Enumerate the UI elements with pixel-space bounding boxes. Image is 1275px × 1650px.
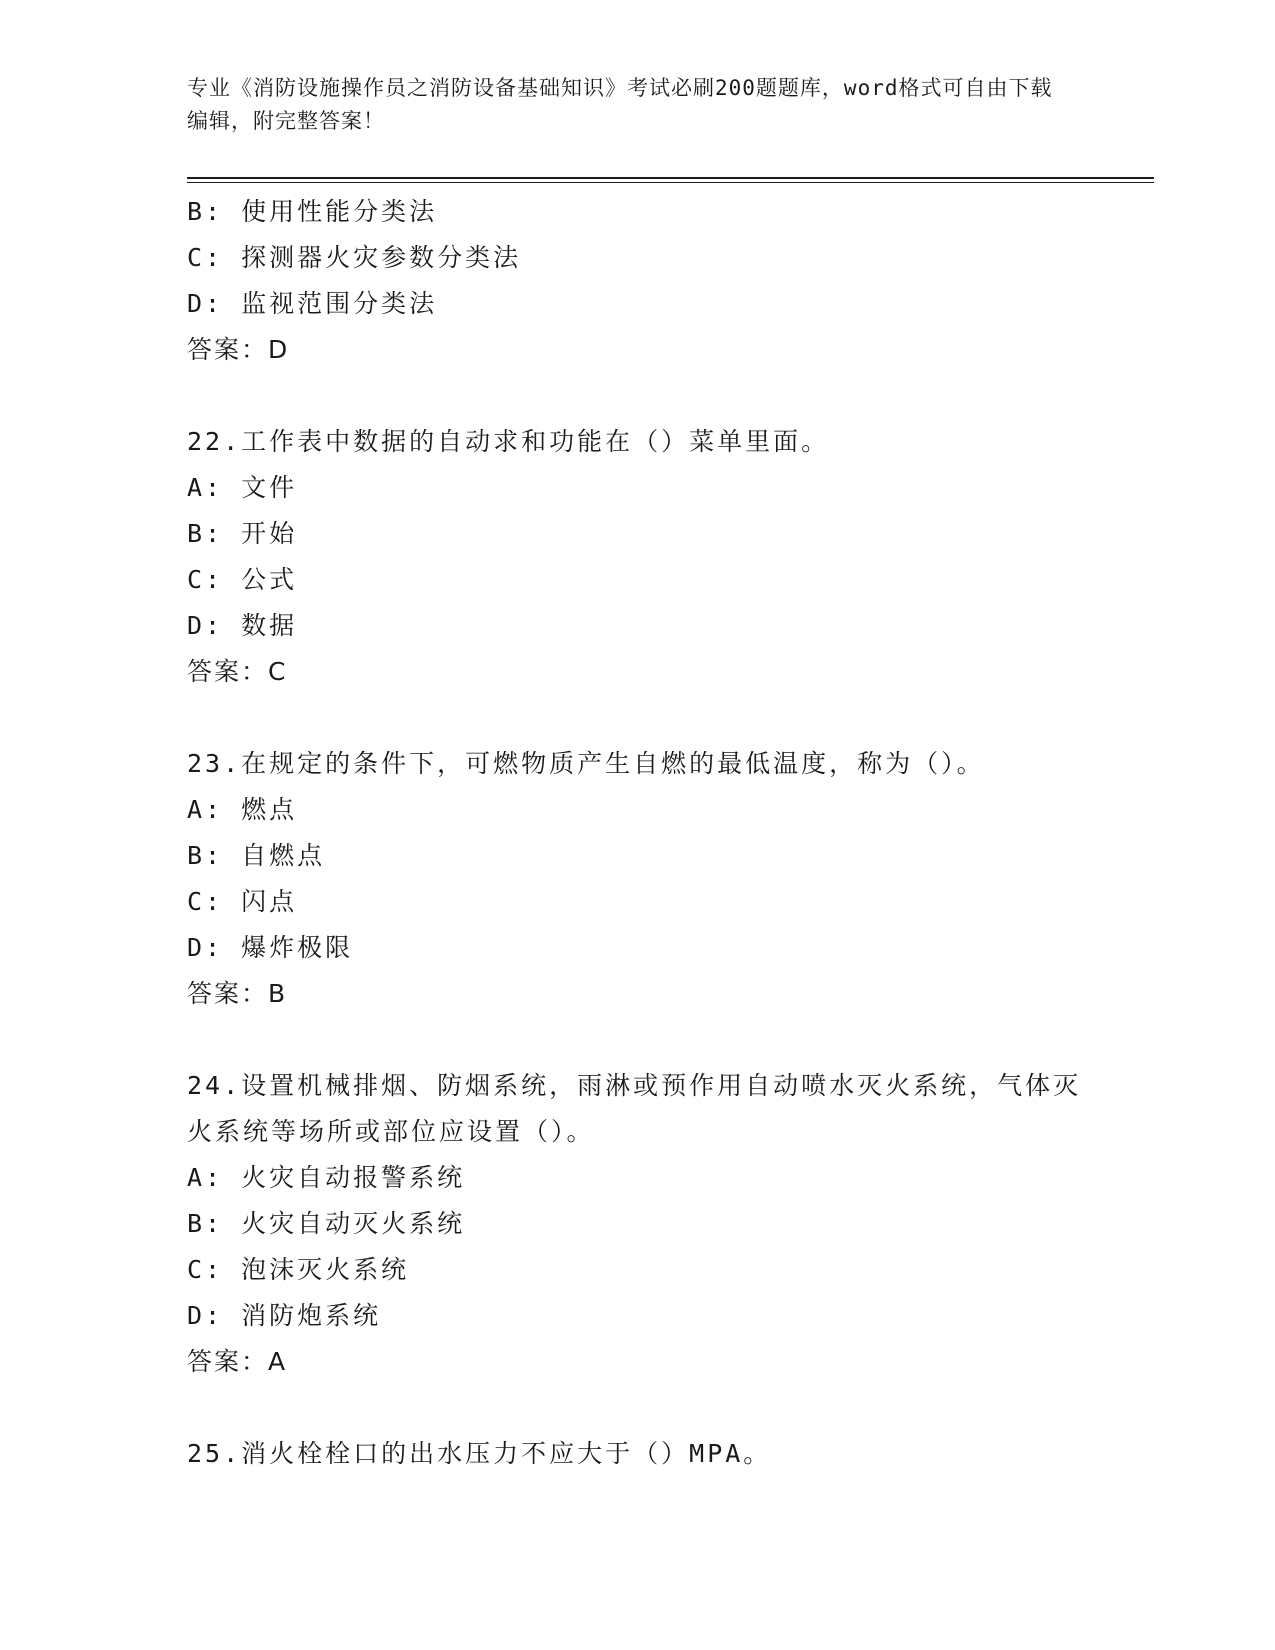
q24-answer: 答案：A	[187, 1347, 288, 1376]
header-divider-thin	[187, 182, 1154, 183]
q23-option-b: B: 自燃点	[187, 841, 326, 870]
spacer	[187, 695, 1087, 741]
spacer	[187, 1385, 1087, 1431]
q25-question: 25.消火栓栓口的出水压力不应大于（）MPA。	[187, 1439, 772, 1468]
q22-answer: 答案：C	[187, 657, 288, 686]
q23-option-c: C: 闪点	[187, 887, 298, 916]
spacer	[187, 1017, 1087, 1063]
q22-option-a: A: 文件	[187, 473, 298, 502]
q24-option-d: D: 消防炮系统	[187, 1301, 382, 1330]
document-header: 专业《消防设施操作员之消防设备基础知识》考试必刷200题题库，word格式可自由下载编辑，附完整答案！	[187, 76, 1053, 133]
q24-question: 24.设置机械排烟、防烟系统，雨淋或预作用自动喷水灭火系统，气体灭火系统等场所或部位应设置（）。	[187, 1071, 1082, 1146]
document-body	[187, 189, 1087, 1477]
header-divider-thick	[187, 177, 1154, 179]
q21-answer: 答案：D	[187, 335, 290, 364]
q21-option-d: D: 监视范围分类法	[187, 289, 438, 318]
q23-question: 23.在规定的条件下，可燃物质产生自燃的最低温度，称为（）。	[187, 749, 985, 778]
q22-option-c: C: 公式	[187, 565, 298, 594]
q21-option-b: B: 使用性能分类法	[187, 197, 438, 226]
q24-option-a: A: 火灾自动报警系统	[187, 1163, 466, 1192]
q22-question: 22.工作表中数据的自动求和功能在（）菜单里面。	[187, 427, 830, 456]
q22-option-d: D: 数据	[187, 611, 298, 640]
spacer	[187, 373, 1087, 419]
q23-answer: 答案：B	[187, 979, 288, 1008]
q21-option-c: C: 探测器火灾参数分类法	[187, 243, 522, 272]
q22-option-b: B: 开始	[187, 519, 298, 548]
q23-option-d: D: 爆炸极限	[187, 933, 354, 962]
q24-option-c: C: 泡沫灭火系统	[187, 1255, 410, 1284]
q24-option-b: B: 火灾自动灭火系统	[187, 1209, 466, 1238]
q23-option-a: A: 燃点	[187, 795, 298, 824]
